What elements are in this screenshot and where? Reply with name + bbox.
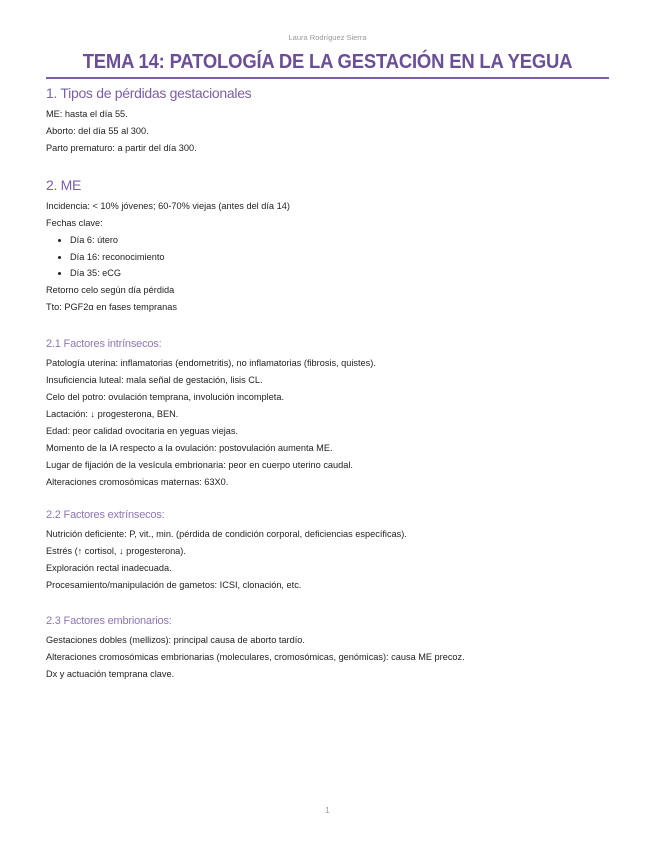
section-2-2 — [46, 509, 609, 594]
paragraph: Exploración rectal inadecuada. — [46, 563, 172, 573]
paragraph: Parto prematuro: a partir del día 300. — [46, 143, 197, 153]
paragraph: Lugar de fijación de la vesícula embrionaria: peor en cuerpo uterino caudal. — [46, 460, 353, 470]
paragraph: Tto: PGF2α en fases tempranas — [46, 301, 177, 312]
list-item: • Día 35: eCG — [70, 265, 609, 282]
section-2-3 — [46, 615, 609, 683]
title-divider — [46, 77, 609, 79]
list-item: • Día 6: útero — [70, 232, 609, 249]
author-header: Laura Rodríguez Sierra — [288, 33, 367, 42]
section-2-heading: 2. ME — [46, 177, 82, 193]
paragraph: Incidencia: < 10% jóvenes; 60-70% viejas (antes del día 14) — [46, 201, 290, 211]
section-1 — [46, 85, 609, 157]
page-title: TEMA 14: PATOLOGÍA DE LA GESTACIÓN EN LA YEGUA — [82, 50, 573, 73]
paragraph: Lactación: ↓ progesterona, BEN. — [46, 409, 179, 419]
paragraph: ME: hasta el día 55. — [46, 109, 128, 119]
paragraph: Nutrición deficiente: P, vit., min. (pérdida de condición corporal, deficiencias específicas). — [46, 529, 407, 539]
paragraph: Celo del potro: ovulación temprana, involución incompleta. — [46, 392, 284, 402]
paragraph: Retorno celo según día pérdida — [46, 284, 175, 295]
section-1-heading: 1. Tipos de pérdidas gestacionales — [46, 85, 252, 101]
paragraph: Fechas clave: — [46, 218, 103, 228]
paragraph: Insuficiencia luteal: mala señal de gestación, lisis CL. — [46, 375, 263, 385]
section-2 — [46, 177, 609, 316]
paragraph: Alteraciones cromosómicas maternas: 63X0. — [46, 477, 229, 487]
paragraph: Gestaciones dobles (mellizos): principal causa de aborto tardío. — [46, 635, 305, 645]
section-2-1-heading: 2.1 Factores intrínsecos: — [46, 338, 162, 350]
paragraph: Dx y actuación temprana clave. — [46, 669, 175, 679]
section-2-2-heading: 2.2 Factores extrínsecos: — [46, 509, 165, 521]
paragraph: Patología uterina: inflamatorias (endometritis), no inflamatorias (fibrosis, quistes). — [46, 358, 376, 368]
page-number: 1 — [325, 806, 330, 815]
list-item: • Día 16: reconocimiento — [70, 249, 609, 266]
paragraph: Aborto: del día 55 al 300. — [46, 126, 149, 136]
section-2-3-heading: 2.3 Factores embrionarios: — [46, 615, 172, 627]
paragraph: Estrés (↑ cortisol, ↓ progesterona). — [46, 546, 186, 556]
section-2-1 — [46, 338, 609, 491]
paragraph: Alteraciones cromosómicas embrionarias (moleculares, cromosómicas, genómicas): causa ME precoz. — [46, 652, 465, 662]
paragraph: Edad: peor calidad ovocitaria en yeguas viejas. — [46, 426, 239, 436]
paragraph: Momento de la IA respecto a la ovulación: postovulación aumenta ME. — [46, 443, 333, 453]
paragraph: Procesamiento/manipulación de gametos: ICSI, clonación, etc. — [46, 580, 302, 590]
key-dates-list — [46, 232, 609, 282]
